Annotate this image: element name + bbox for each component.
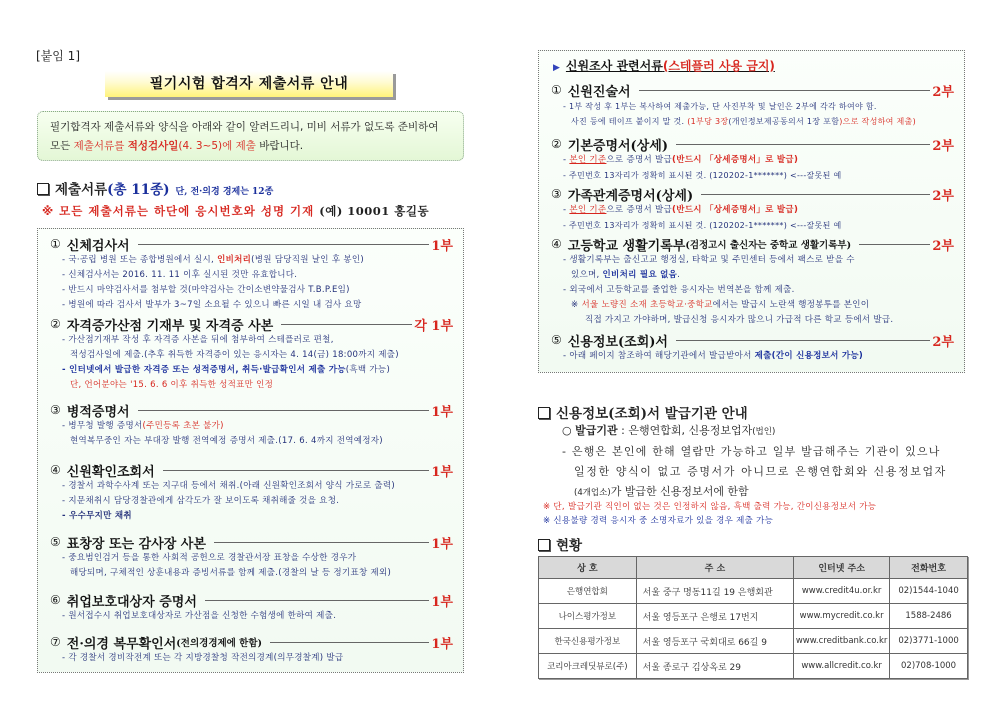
item-qty: 1부 xyxy=(431,404,453,420)
issuer-label: 발급기관 xyxy=(575,424,618,437)
leader-line xyxy=(281,324,412,325)
item-detail: - 본인 기준으로 증명서 발급(반드시 「상세증명서」로 발급) xyxy=(563,205,799,215)
intro-box xyxy=(37,111,464,161)
item-detail: 현역복무중인 자는 부대장 발행 전역예정 증명서 제출.(17. 6. 4까지 전역예정자) xyxy=(70,436,383,446)
intro-red-bold: 적성검사일 xyxy=(127,140,179,152)
document-item xyxy=(50,533,453,581)
item-title: 자격증가산점 기재부 및 자격증 사본 xyxy=(66,318,274,334)
item-detail: ※ 서울 노량진 소재 초등학교·중학교에서는 발급시 노란색 행정봉투를 본인이 xyxy=(571,300,870,310)
item-title: 신체검사서 xyxy=(66,238,130,254)
credit-info-body xyxy=(548,421,968,503)
column-header: 인터넷 주소 xyxy=(794,557,890,579)
attachment-label: [붙임 1] xyxy=(36,49,80,63)
item-detail: - 본인 기준으로 증명서 발급(반드시 「상세증명서」로 발급) xyxy=(563,155,799,165)
item-title: 가족관계증명서(상세) xyxy=(567,188,694,204)
leader-line xyxy=(270,642,429,643)
intro-red-text: 제출서류를 xyxy=(73,140,128,152)
leader-line xyxy=(205,600,430,601)
item-detail: - 반드시 마약검사서를 첨부할 것(마약검사는 간이소변약물검사 T.B.P.E임) xyxy=(62,285,350,295)
item-detail: - 주민번호 13자리가 정확히 표시된 것. (120202-1*******) <---잘못된 예 xyxy=(563,171,842,180)
item-qty: 1부 xyxy=(431,238,453,254)
cell-name: 은행연합회 xyxy=(539,579,637,604)
item-qty: 1부 xyxy=(431,536,453,552)
table-row xyxy=(539,604,968,629)
item-detail: 단, 언어분야는 '15. 6. 6 이후 취득한 성적표만 인정 xyxy=(70,380,274,390)
cell-name: 나이스평가정보 xyxy=(539,604,637,629)
cell-phone: 02)1544-1040 xyxy=(890,579,968,604)
document-item xyxy=(50,461,453,524)
cell-url[interactable]: www.creditbank.co.kr xyxy=(794,629,890,654)
intro-text: 모든 xyxy=(50,140,74,152)
item-title: 고등학교 생활기록부 xyxy=(567,238,686,254)
checkbox-square-icon xyxy=(37,183,49,195)
warning-line xyxy=(42,203,429,219)
document-item xyxy=(50,315,453,393)
table-row xyxy=(539,654,968,679)
item-detail: 직접 가지고 가야하며, 발급신청 응시자가 많으니 가급적 다른 학교 등에서 발급. xyxy=(585,315,894,325)
item-title: 신원진술서 xyxy=(567,84,631,100)
credit-info-heading xyxy=(538,402,748,422)
item-qty: 2부 xyxy=(932,84,954,100)
documents-list-box xyxy=(37,228,464,673)
item-detail: - 아래 페이지 참조하여 해당기관에서 발급받아서 제출(간이 신용정보서 가능) xyxy=(563,351,864,361)
triangle-bullet-icon: ▶ xyxy=(553,63,560,73)
column-header: 주 소 xyxy=(636,557,793,579)
item-qty: 2부 xyxy=(932,238,954,254)
item-number: ⑦ xyxy=(50,635,61,649)
item-detail: - 외국에서 고등학교를 졸업한 응시자는 번역본을 함께 제출. xyxy=(563,285,795,295)
item-qty: 각 1부 xyxy=(414,318,453,334)
documents-heading-text: 제출서류 xyxy=(55,182,108,198)
cell-address: 서울 종로구 김상옥로 29 xyxy=(636,654,793,679)
item-detail: - 가산점기재부 작성 후 자격증 사본을 뒤에 첨부하여 스테플러로 편철, xyxy=(62,335,334,345)
item-detail: - 원서접수시 취업보호대상자로 가산점을 신청한 수험생에 한하여 제출. xyxy=(62,611,337,621)
cell-name: 코리아크레딧뷰로(주) xyxy=(539,654,637,679)
cell-url[interactable]: www.allcredit.co.kr xyxy=(794,654,890,679)
credit-note-red: ※ 단, 발급기관 직인이 없는 것은 인정하지 않음, 흑백 출력 가능, 간이신용정보서 가능 xyxy=(543,502,877,512)
item-number: ④ xyxy=(50,463,61,477)
column-header: 전화번호 xyxy=(890,557,968,579)
issuer-value: : 은행연합회, 신용정보업자 xyxy=(617,424,753,437)
item-qty: 1부 xyxy=(431,594,453,610)
credit-desc-1: - 은행은 본인에 한해 열람만 가능하고 일부 발급해주는 기관이 있으나 xyxy=(562,445,941,458)
cell-phone: 1588-2486 xyxy=(890,604,968,629)
intro-suffix: 바랍니다. xyxy=(255,140,304,152)
item-detail: - 지문채취시 담당경찰관에게 삼각도가 잘 보이도록 채취해줄 것을 요청. xyxy=(62,496,340,506)
leader-line xyxy=(859,244,930,245)
column-header: 상 호 xyxy=(539,557,637,579)
item-title: 신용정보(조회)서 xyxy=(567,334,668,350)
item-detail: - 각 경찰서 경비작전계 또는 각 지방경찰청 작전의경계(의무경찰계) 발급 xyxy=(62,653,344,663)
item-number: ① xyxy=(551,83,562,97)
document-item xyxy=(50,591,453,624)
item-detail: 적성검사일에 제출.(추후 취득한 자격증이 있는 응시자는 4. 14(금) 18:00까지 제출) xyxy=(70,350,399,360)
item-number: ③ xyxy=(50,403,61,417)
item-detail: 해당되며, 구체적인 상훈내용과 증빙서류를 함께 제출.(경찰의 날 등 정기표창 제외) xyxy=(70,568,392,578)
item-number: ② xyxy=(50,317,61,331)
bg-item xyxy=(551,81,954,129)
bg-item xyxy=(551,185,954,233)
item-detail: - 국·공립 병원 또는 종합병원에서 실시, 인비처리(병원 담당직원 날인 후 봉인) xyxy=(62,255,364,265)
item-title: 신원확인조회서 xyxy=(66,464,155,480)
background-check-box xyxy=(538,50,965,373)
table-row xyxy=(539,629,968,654)
item-number: ② xyxy=(551,137,562,151)
leader-line xyxy=(676,144,930,145)
bg-item xyxy=(551,135,954,183)
cell-url[interactable]: www.credit4u.or.kr xyxy=(794,579,890,604)
item-number: ① xyxy=(50,237,61,251)
document-item xyxy=(50,633,453,666)
leader-line xyxy=(163,470,430,471)
bg-item xyxy=(551,235,954,328)
item-detail: - 생활기록부는 출신고교 행정실, 타학교 및 주민센터 등에서 팩스로 받을 수 xyxy=(563,255,855,265)
item-qty: 1부 xyxy=(431,636,453,652)
item-title: 표창장 또는 감사장 사본 xyxy=(66,536,206,552)
item-number: ③ xyxy=(551,187,562,201)
status-heading-text: 현황 xyxy=(556,538,583,554)
item-title-sub: (검정고시 출신자는 중학교 생활기록부) xyxy=(685,240,852,251)
item-detail: 사진 등에 테이프 붙이지 말 것. (1부당 3장(개인정보제공동의서 1장 포함)으로 작성하여 제출) xyxy=(571,117,916,126)
item-title: 기본증명서(상세) xyxy=(567,138,668,154)
leader-line xyxy=(639,90,931,91)
item-detail: - 병무청 발행 증명서(주민등록 초본 불가) xyxy=(62,421,224,431)
documents-note: 단, 전·의경 경제는 12종 xyxy=(175,187,274,197)
item-title-sub: (전의경경제에 한함) xyxy=(176,638,263,649)
bg-heading-red: (스테플러 사용 금지) xyxy=(662,59,775,73)
cell-name: 한국신용평가정보 xyxy=(539,629,637,654)
item-detail: - 인터넷에서 발급한 자격증 또는 성적증명서, 취득·발급확인서 제출 가능(흑백 가능) xyxy=(62,365,391,375)
item-detail: - 병원에 따라 검사서 발부가 3~7일 소요될 수 있으니 빠른 시일 내 검사 요망 xyxy=(62,300,362,310)
leader-line xyxy=(701,194,930,195)
leader-line xyxy=(138,244,430,245)
credit-desc-2: 일정한 양식이 없고 증명서가 아니므로 은행연합회와 신용정보업자 xyxy=(574,465,947,478)
item-number: ④ xyxy=(551,237,562,251)
document-item xyxy=(50,235,453,313)
leader-line xyxy=(676,340,930,341)
item-qty: 2부 xyxy=(932,188,954,204)
cell-address: 서울 중구 명동11길 19 은행회관 xyxy=(636,579,793,604)
item-detail: - 우수무지만 채취 xyxy=(62,511,132,521)
page-title: 필기시험 합격자 제출서류 안내 xyxy=(105,71,393,97)
cell-address: 서울 영등포구 은행로 17번지 xyxy=(636,604,793,629)
table-row xyxy=(539,579,968,604)
table-header-row xyxy=(539,557,968,579)
documents-count: (총 11종) xyxy=(107,182,170,198)
warning-text: ※ 모든 제출서류는 하단에 응시번호와 성명 기재 xyxy=(42,204,315,218)
credit-desc-3: (4개업소)가 발급한 신용정보서에 한함 xyxy=(574,485,749,498)
item-number: ⑥ xyxy=(50,593,61,607)
item-qty: 2부 xyxy=(932,334,954,350)
cell-phone: 02)708-1000 xyxy=(890,654,968,679)
item-detail: - 중요범인검거 등을 통한 사회적 공헌으로 경찰관서장 표창을 수상한 경우가 xyxy=(62,553,357,563)
status-heading xyxy=(538,534,582,554)
intro-red-date: (4. 3~5)에 제출 xyxy=(178,140,256,152)
item-title: 병적증명서 xyxy=(66,404,130,420)
item-detail: - 주민번호 13자리가 정확히 표시된 것. (120202-1*******) <---잘못된 예 xyxy=(563,221,842,230)
leader-line xyxy=(214,542,429,543)
credit-note-blue: ※ 신용불량 경력 응시자 중 소명자료가 있을 경우 제출 가능 xyxy=(543,516,774,526)
item-title: 취업보호대상자 증명서 xyxy=(66,594,197,610)
issuer-line xyxy=(548,421,968,442)
background-check-heading xyxy=(553,57,775,74)
item-detail: 있으며, 인비처리 필요 없음. xyxy=(571,270,681,280)
leader-line xyxy=(138,410,430,411)
credit-notes xyxy=(543,500,876,528)
item-title: 전·의경 복무확인서 xyxy=(66,636,177,652)
item-qty: 2부 xyxy=(932,138,954,154)
credit-agencies-table xyxy=(538,556,968,679)
document-item xyxy=(50,401,453,449)
intro-line-1: 필기합격자 제출서류와 양식을 아래와 같이 알려드리니, 미비 서류가 없도록 준비하여 xyxy=(50,121,439,133)
cell-phone: 02)3771-1000 xyxy=(890,629,968,654)
warning-example: (예) 10001 홍길동 xyxy=(319,204,430,218)
bg-item xyxy=(551,331,954,364)
checkbox-square-icon xyxy=(538,407,550,419)
intro-line-2 xyxy=(50,137,451,156)
credit-heading-text: 신용정보(조회)서 발급기관 안내 xyxy=(556,406,748,422)
item-detail: - 신체검사서는 2016. 11. 11 이후 실시된 것만 유효합니다. xyxy=(62,270,298,280)
circle-bullet-icon: ○ xyxy=(562,424,576,437)
checkbox-square-icon xyxy=(538,539,550,551)
cell-url[interactable]: www.mycredit.co.kr xyxy=(794,604,890,629)
item-number: ⑤ xyxy=(50,535,61,549)
documents-heading xyxy=(37,178,273,198)
item-detail: - 1부 작성 후 1부는 복사하여 제출가능, 단 사진부착 및 날인은 2부에 각각 하여야 함. xyxy=(563,102,877,111)
issuer-small: (법인) xyxy=(752,427,776,437)
item-detail: - 경찰서 과학수사계 또는 지구대 등에서 채취.(아래 신원확인조회서 양식 가로로 출력) xyxy=(62,481,395,491)
cell-address: 서울 영등포구 국회대로 66길 9 xyxy=(636,629,793,654)
item-qty: 1부 xyxy=(431,464,453,480)
bg-heading-text: 신원조사 관련서류 xyxy=(565,59,663,73)
item-number: ⑤ xyxy=(551,333,562,347)
